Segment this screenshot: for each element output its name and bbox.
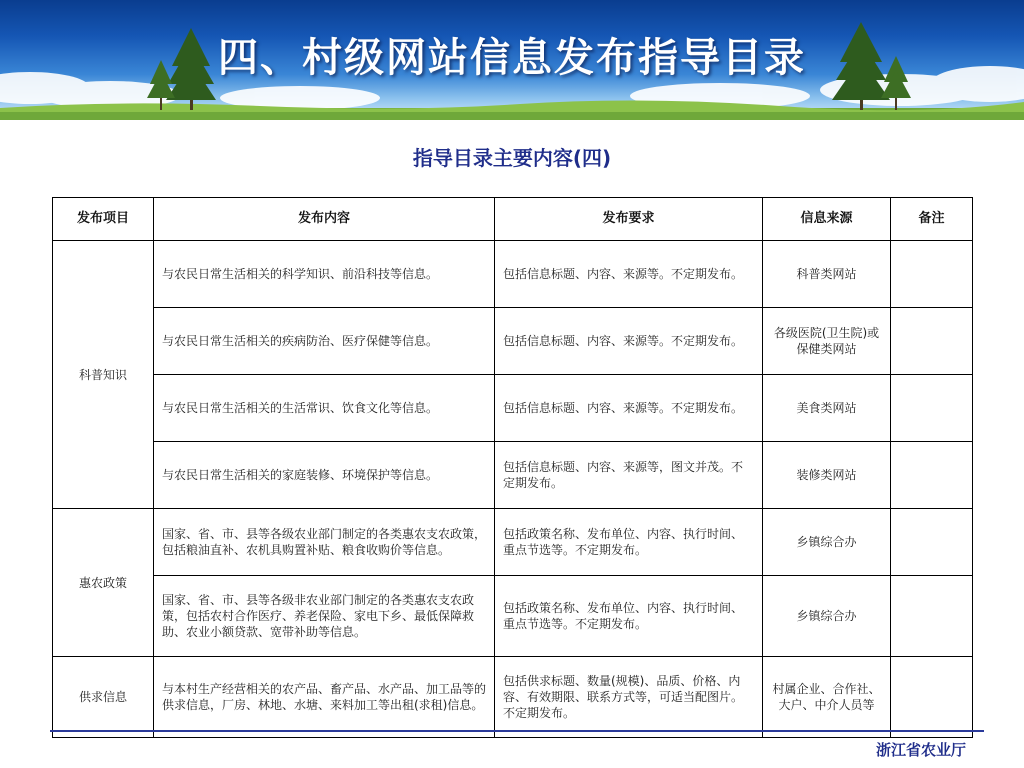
source-cell: 美食类网站 bbox=[763, 375, 891, 442]
note-cell bbox=[891, 509, 973, 576]
requirement-cell: 包括信息标题、内容、来源等。不定期发布。 bbox=[495, 308, 763, 375]
column-header-note: 备注 bbox=[891, 198, 973, 241]
section-subtitle: 指导目录主要内容(四) bbox=[412, 146, 612, 170]
note-cell bbox=[891, 442, 973, 509]
requirement-cell: 包括政策名称、发布单位、内容、执行时间、重点节选等。不定期发布。 bbox=[495, 576, 763, 657]
requirement-cell: 包括信息标题、内容、来源等，图文并茂。不定期发布。 bbox=[495, 442, 763, 509]
table-row bbox=[53, 375, 973, 442]
guide-table bbox=[52, 197, 973, 738]
category-cell: 供求信息 bbox=[53, 657, 154, 738]
category-cell: 科普知识 bbox=[53, 241, 154, 509]
note-cell bbox=[891, 657, 973, 738]
column-header-requirement: 发布要求 bbox=[495, 198, 763, 241]
note-cell bbox=[891, 241, 973, 308]
source-cell: 村属企业、合作社、大户、中介人员等 bbox=[763, 657, 891, 738]
table-header-row bbox=[53, 198, 973, 241]
header-banner bbox=[0, 0, 1024, 120]
note-cell bbox=[891, 308, 973, 375]
page-title: 四、村级网站信息发布指导目录 bbox=[218, 35, 806, 81]
content-cell: 国家、省、市、县等各级农业部门制定的各类惠农支农政策，包括粮油直补、农机具购置补贴、粮食收购价等信息。 bbox=[154, 509, 495, 576]
content-cell: 与本村生产经营相关的农产品、畜产品、水产品、加工品等的供求信息，厂房、林地、水塘、来料加工等出租(求租)信息。 bbox=[154, 657, 495, 738]
table-row bbox=[53, 509, 973, 576]
table-row bbox=[53, 657, 973, 738]
category-cell: 惠农政策 bbox=[53, 509, 154, 657]
source-cell: 装修类网站 bbox=[763, 442, 891, 509]
content-cell: 与农民日常生活相关的家庭装修、环境保护等信息。 bbox=[154, 442, 495, 509]
source-cell: 乡镇综合办 bbox=[763, 509, 891, 576]
footer-organization: 浙江省农业厅 bbox=[875, 741, 966, 759]
column-header-content: 发布内容 bbox=[154, 198, 495, 241]
table-row bbox=[53, 576, 973, 657]
content-cell: 与农民日常生活相关的疾病防治、医疗保健等信息。 bbox=[154, 308, 495, 375]
content-cell: 国家、省、市、县等各级非农业部门制定的各类惠农支农政策，包括农村合作医疗、养老保险、家电下乡、最低保障救助、农业小额贷款、宽带补助等信息。 bbox=[154, 576, 495, 657]
requirement-cell: 包括信息标题、内容、来源等。不定期发布。 bbox=[495, 375, 763, 442]
content-cell: 与农民日常生活相关的科学知识、前沿科技等信息。 bbox=[154, 241, 495, 308]
table-row bbox=[53, 442, 973, 509]
footer-divider bbox=[50, 730, 984, 732]
note-cell bbox=[891, 576, 973, 657]
requirement-cell: 包括信息标题、内容、来源等。不定期发布。 bbox=[495, 241, 763, 308]
table-row bbox=[53, 308, 973, 375]
requirement-cell: 包括供求标题、数量(规模)、品质、价格、内容、有效期限、联系方式等，可适当配图片。不定期发布。 bbox=[495, 657, 763, 738]
source-cell: 科普类网站 bbox=[763, 241, 891, 308]
source-cell: 各级医院(卫生院)或保健类网站 bbox=[763, 308, 891, 375]
content-cell: 与农民日常生活相关的生活常识、饮食文化等信息。 bbox=[154, 375, 495, 442]
note-cell bbox=[891, 375, 973, 442]
requirement-cell: 包括政策名称、发布单位、内容、执行时间、重点节选等。不定期发布。 bbox=[495, 509, 763, 576]
source-cell: 乡镇综合办 bbox=[763, 576, 891, 657]
column-header-item: 发布项目 bbox=[53, 198, 154, 241]
table-row bbox=[53, 241, 973, 308]
column-header-source: 信息来源 bbox=[763, 198, 891, 241]
